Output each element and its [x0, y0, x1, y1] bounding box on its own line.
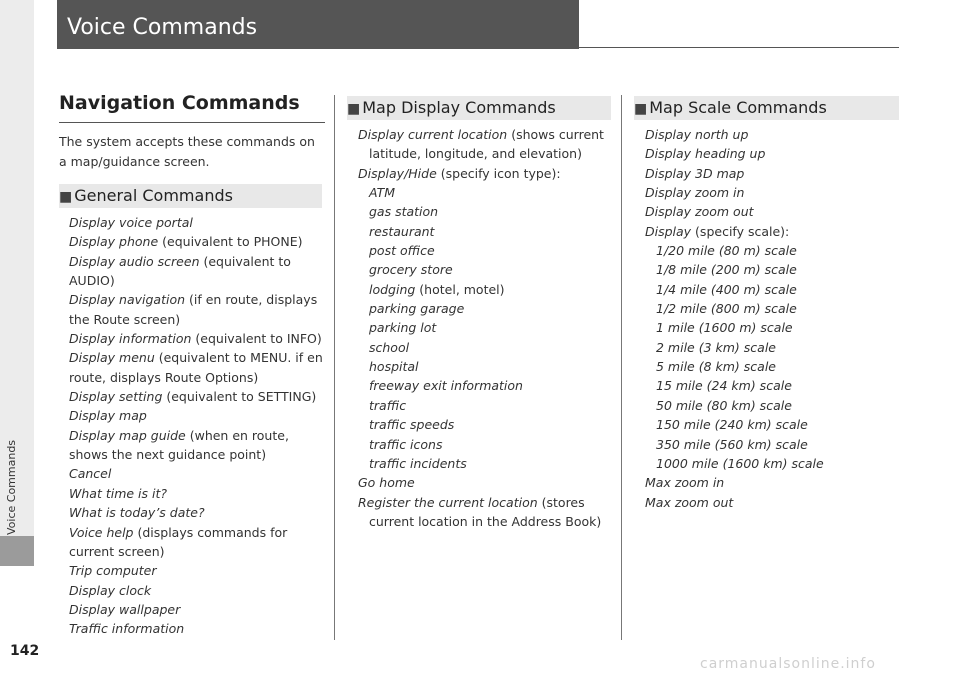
- command-item: [645, 454, 900, 473]
- navigation-intro: The system accepts these commands on a map/guidance screen.: [59, 134, 315, 169]
- command-name: 50 mile (80 km) scale: [656, 397, 792, 413]
- command-item: [645, 144, 900, 163]
- command-description: (specify icon type):: [436, 165, 561, 181]
- command-item: [69, 426, 327, 465]
- command-name: Register the current location: [358, 494, 538, 510]
- command-item: [69, 329, 327, 348]
- command-item: [358, 299, 614, 318]
- command-item: [69, 619, 327, 638]
- command-name: What is today’s date?: [69, 505, 205, 521]
- command-name: post office: [369, 243, 435, 259]
- command-name: 1 mile (1600 m) scale: [656, 320, 793, 336]
- command-name: Go home: [358, 475, 415, 491]
- command-name: Display north up: [645, 127, 749, 142]
- command-item: [358, 338, 614, 357]
- command-item: [69, 290, 327, 329]
- command-name: parking lot: [369, 320, 437, 336]
- command-name: traffic incidents: [369, 455, 467, 471]
- general-commands-heading: [59, 184, 322, 208]
- command-description: (shows current latitude, longitude, and elevation): [369, 127, 604, 162]
- header-rule: [579, 47, 899, 48]
- command-item: [358, 222, 614, 241]
- command-item: [69, 252, 327, 291]
- command-name: Display navigation: [69, 292, 186, 308]
- command-item: [645, 183, 900, 202]
- command-item: [69, 523, 327, 562]
- command-description: (equivalent to PHONE): [158, 234, 303, 250]
- navigation-heading: Navigation Commands: [59, 92, 300, 114]
- command-name: traffic: [369, 397, 407, 413]
- command-item: [358, 357, 614, 376]
- command-item: [645, 280, 900, 299]
- command-item: [358, 318, 614, 337]
- command-item: [645, 241, 900, 260]
- section-heading-label: Map Display Commands: [362, 98, 556, 117]
- command-item: [645, 338, 900, 357]
- command-name: Max zoom in: [645, 475, 725, 491]
- command-name: ATM: [369, 185, 396, 201]
- command-name: Display zoom out: [645, 204, 754, 220]
- command-item: [645, 473, 900, 492]
- command-name: What time is it?: [69, 485, 167, 501]
- square-bullet-icon: ■: [347, 101, 361, 117]
- command-item: [358, 435, 614, 454]
- command-name: Trip computer: [69, 563, 157, 579]
- command-name: school: [369, 339, 410, 355]
- command-name: Display zoom in: [645, 185, 745, 201]
- command-item: [358, 260, 614, 279]
- command-item: [69, 600, 327, 619]
- square-bullet-icon: ■: [59, 189, 73, 205]
- command-name: Display clock: [69, 582, 152, 598]
- command-item: [358, 164, 614, 183]
- command-name: Display: [645, 223, 692, 239]
- section-heading-label: General Commands: [74, 186, 233, 205]
- map-display-commands-heading: [347, 96, 611, 120]
- command-item: [69, 503, 327, 522]
- command-name: restaurant: [369, 223, 435, 239]
- command-description: (when en route, shows the next guidance point): [69, 427, 289, 463]
- command-name: 15 mile (24 km) scale: [656, 378, 792, 394]
- command-item: [645, 357, 900, 376]
- command-name: 150 mile (240 km) scale: [656, 417, 808, 433]
- command-item: [645, 396, 900, 415]
- command-name: Display menu: [69, 350, 155, 366]
- command-name: Display voice portal: [69, 215, 193, 230]
- command-name: Voice help: [69, 524, 134, 540]
- command-item: [645, 202, 900, 221]
- command-item: [69, 561, 327, 580]
- command-name: freeway exit information: [369, 378, 523, 394]
- side-tab-label: Voice Commands: [5, 439, 18, 535]
- command-name: Display wallpaper: [69, 601, 181, 617]
- command-name: Display 3D map: [645, 165, 745, 181]
- command-item: [358, 202, 614, 221]
- command-item: [358, 473, 614, 492]
- command-name: 1/2 mile (800 m) scale: [656, 301, 797, 317]
- command-item: [69, 484, 327, 503]
- command-name: Display current location: [358, 127, 508, 142]
- command-item: [358, 125, 614, 164]
- command-name: gas station: [369, 204, 439, 220]
- command-description: (if en route, displays the Route screen): [69, 292, 318, 327]
- command-name: 1000 mile (1600 km) scale: [656, 455, 824, 471]
- map-scale-commands-list: [645, 125, 900, 512]
- square-bullet-icon: ■: [634, 101, 648, 117]
- column-divider: [334, 95, 335, 640]
- command-item: [645, 222, 900, 241]
- command-name: Display heading up: [645, 146, 766, 162]
- command-name: traffic icons: [369, 436, 443, 452]
- command-item: [358, 183, 614, 202]
- command-item: [358, 396, 614, 415]
- command-name: parking garage: [369, 301, 465, 317]
- command-description: (equivalent to AUDIO): [69, 253, 291, 289]
- command-item: [358, 376, 614, 395]
- command-item: [69, 213, 327, 232]
- command-description: (specify scale):: [691, 223, 790, 239]
- command-name: Display setting: [69, 389, 163, 405]
- heading-rule: [59, 122, 325, 123]
- page-number: 142: [10, 643, 40, 659]
- section-heading-label: Map Scale Commands: [649, 98, 827, 117]
- command-item: [645, 318, 900, 337]
- command-item: [645, 125, 900, 144]
- command-name: 5 mile (8 km) scale: [656, 359, 776, 375]
- command-name: Traffic information: [69, 621, 185, 637]
- command-name: Display map guide: [69, 427, 186, 443]
- command-name: hospital: [369, 359, 419, 375]
- command-item: [69, 581, 327, 600]
- command-item: [358, 493, 614, 532]
- command-name: Display/Hide: [358, 165, 437, 181]
- command-item: [645, 260, 900, 279]
- column-divider: [621, 95, 622, 640]
- command-item: [358, 280, 614, 299]
- command-name: 1/8 mile (200 m) scale: [656, 262, 797, 278]
- command-name: Display map: [69, 408, 147, 424]
- general-commands-list: [69, 213, 327, 639]
- command-name: Display phone: [69, 234, 159, 250]
- command-name: traffic speeds: [369, 417, 455, 433]
- command-name: 350 mile (560 km) scale: [656, 436, 808, 452]
- command-name: 2 mile (3 km) scale: [656, 339, 776, 355]
- command-item: [645, 415, 900, 434]
- command-item: [69, 348, 327, 387]
- command-item: [358, 241, 614, 260]
- page-title: Voice Commands: [67, 15, 258, 40]
- command-name: 1/4 mile (400 m) scale: [656, 281, 797, 297]
- map-scale-commands-heading: [634, 96, 899, 120]
- command-description: (equivalent to MENU. if en route, displays Route Options): [69, 350, 323, 385]
- command-item: [645, 376, 900, 395]
- command-item: [69, 464, 327, 483]
- watermark: carmanualsonline.info: [700, 656, 876, 672]
- command-name: grocery store: [369, 262, 453, 278]
- command-item: [69, 232, 327, 251]
- command-description: (equivalent to INFO): [191, 331, 322, 347]
- command-item: [69, 406, 327, 425]
- command-name: lodging: [369, 281, 416, 297]
- command-item: [645, 493, 900, 512]
- command-name: Display audio screen: [69, 253, 200, 269]
- command-item: [645, 299, 900, 318]
- command-name: Max zoom out: [645, 494, 734, 510]
- command-item: [358, 454, 614, 473]
- command-item: [358, 415, 614, 434]
- command-description: (stores current location in the Address Book): [369, 494, 602, 529]
- command-item: [69, 387, 327, 406]
- command-item: [645, 435, 900, 454]
- command-description: (hotel, motel): [415, 281, 505, 297]
- side-tab-marker: [0, 536, 34, 566]
- command-name: 1/20 mile (80 m) scale: [656, 243, 797, 259]
- command-name: Display information: [69, 331, 192, 347]
- command-name: Cancel: [69, 466, 112, 482]
- command-description: (equivalent to SETTING): [162, 389, 317, 405]
- map-display-commands-list: [358, 125, 614, 531]
- command-description: (displays commands for current screen): [69, 524, 288, 559]
- command-item: [645, 164, 900, 183]
